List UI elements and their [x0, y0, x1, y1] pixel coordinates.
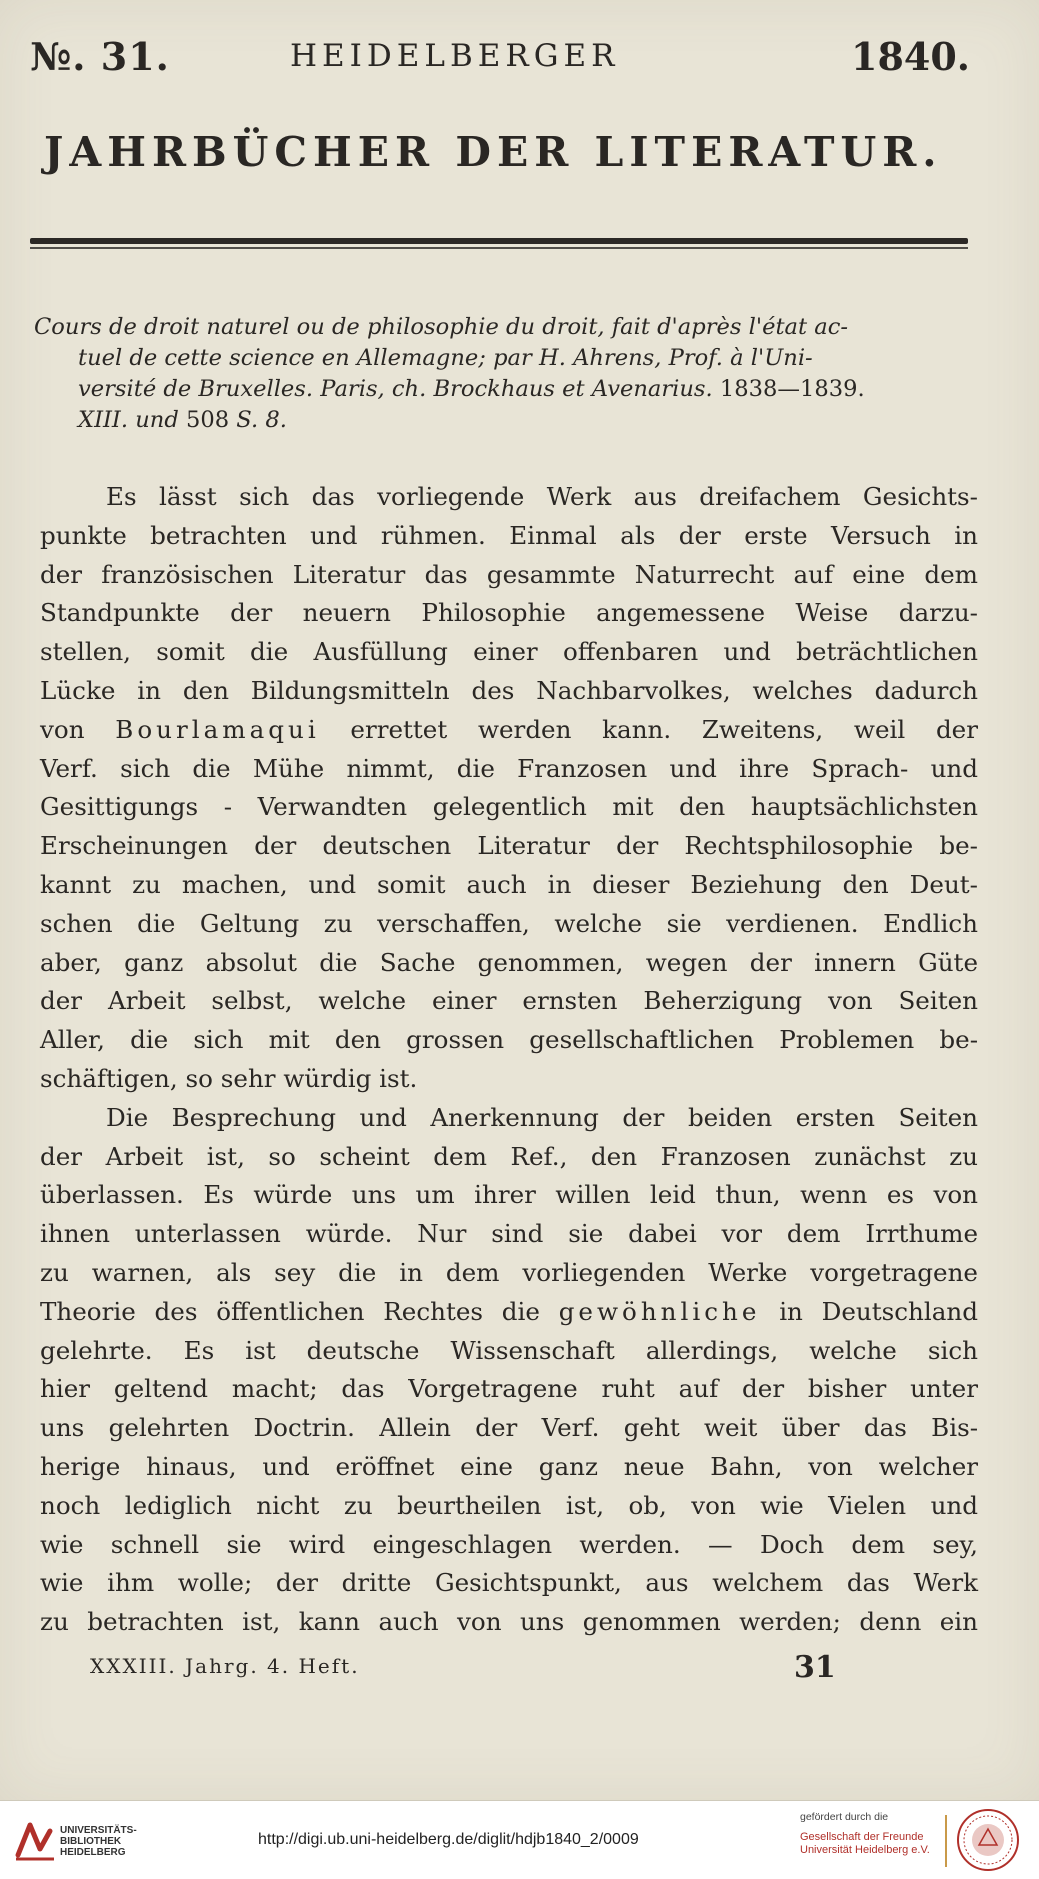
citation-line-2: tuel de cette science en Allemagne; par H. Ahrens, Prof. à l'Uni-: [78, 345, 813, 371]
citation-line-3: [34, 374, 974, 405]
text-line: schäftigen, so sehr würdig ist.: [40, 1063, 418, 1093]
publication-year: 1840.: [851, 34, 970, 79]
library-name-line: UNIVERSITÄTS-: [60, 1825, 137, 1836]
text-fragment: Theorie des öffentlichen Rechtes die: [40, 1296, 540, 1326]
sponsor-label: gefördert durch die: [800, 1811, 889, 1823]
spaced-name: Bourlamaqui: [115, 714, 320, 744]
text-line: überlassen. Es würde uns um ihrer willen leid thun, wenn es von: [40, 1180, 978, 1210]
journal-title-top: HEIDELBERGER: [290, 38, 620, 74]
text-line: punkte betrachten und rühmen. Einmal als der erste Versuch in: [40, 520, 978, 550]
text-line: ihnen unterlassen würde. Nur sind sie dabei vor dem Irrthume: [40, 1219, 978, 1249]
text-fragment: errettet werden kann. Zweitens, weil der: [350, 714, 978, 744]
signature-mark: XXXIII. Jahrg. 4. Heft.: [90, 1654, 360, 1678]
text-line: Aller, die sich mit den grossen gesellschaftlichen Problemen be-: [40, 1025, 978, 1055]
book-citation: [34, 312, 974, 436]
review-text: [40, 478, 978, 1642]
library-name-line: HEIDELBERG: [60, 1847, 126, 1858]
header-rule: [30, 238, 968, 250]
text-line: der Arbeit selbst, welche einer ernsten Beherzigung von Seiten: [40, 986, 978, 1016]
text-line: gelehrte. Es ist deutsche Wissenschaft allerdings, welche sich: [40, 1335, 978, 1365]
text-line: stellen, somit die Ausfüllung einer offenbaren und beträchtlichen: [40, 637, 978, 667]
citation-pages-prefix: XIII. und: [78, 407, 179, 433]
university-seal-icon[interactable]: [955, 1807, 1021, 1873]
text-line: aber, ganz absolut die Sache genommen, wegen der innern Güte: [40, 947, 978, 977]
page-number: 31: [794, 1650, 836, 1685]
text-line: uns gelehrten Doctrin. Allein der Verf. geht weit über das Bis-: [40, 1413, 978, 1443]
text-line: Verf. sich die Mühe nimmt, die Franzosen und ihre Sprach- und: [40, 753, 978, 783]
citation-line-4: [34, 405, 974, 436]
masthead: [30, 34, 970, 104]
permalink-url[interactable]: http://digi.ub.uni-heidelberg.de/diglit/hdjb1840_2/0009: [258, 1831, 639, 1848]
citation-publisher: versité de Bruxelles. Paris, ch. Brockhaus et Avenarius.: [78, 376, 713, 402]
library-footer-bar: [0, 1800, 1039, 1879]
text-line: kannt zu machen, und somit auch in dieser Beziehung den Deut-: [40, 869, 978, 899]
text-line: Standpunkte der neuern Philosophie angemessene Weise darzu-: [40, 598, 978, 628]
text-fragment: in Deutschland: [779, 1296, 978, 1326]
text-fragment: von: [40, 714, 85, 744]
citation-years: 1838—1839.: [719, 376, 865, 402]
text-line: Die Besprechung und Anerkennung der beiden ersten Seiten: [106, 1102, 978, 1132]
text-line: [40, 711, 978, 750]
sponsor-name-line: Universität Heidelberg e.V.: [800, 1844, 930, 1856]
text-line: Erscheinungen der deutschen Literatur der Rechtsphilosophie be-: [40, 831, 978, 861]
university-library-logo-icon[interactable]: [10, 1815, 60, 1865]
text-line: zu warnen, als sey die in dem vorliegenden Werke vorgetragene: [40, 1257, 978, 1287]
text-line: der Arbeit ist, so scheint dem Ref., den Franzosen zunächst zu: [40, 1141, 978, 1171]
text-line: wie ihm wolle; der dritte Gesichtspunkt, aus welchem das Werk: [40, 1568, 978, 1598]
header-rule-thin: [30, 247, 968, 249]
text-line: Gesittigungs - Verwandten gelegentlich mit den hauptsächlichsten: [40, 792, 978, 822]
issue-number: №. 31.: [30, 34, 170, 79]
university-library-name[interactable]: [60, 1825, 137, 1858]
text-line: der französischen Literatur das gesammte Naturrecht auf eine dem: [40, 559, 978, 589]
text-line: [40, 1293, 978, 1332]
citation-pages: 508: [185, 407, 230, 433]
header-rule-thick: [30, 238, 968, 244]
text-line: Es lässt sich das vorliegende Werk aus dreifachem Gesichts-: [106, 482, 978, 511]
text-line: hier geltend macht; das Vorgetragene ruht auf der bisher unter: [40, 1374, 978, 1404]
sponsor-name-line: Gesellschaft der Freunde: [800, 1831, 924, 1843]
spaced-word: gewöhnliche: [558, 1296, 761, 1326]
text-line: herige hinaus, und eröffnet eine ganz neue Bahn, von welcher: [40, 1451, 978, 1481]
citation-format: S. 8.: [236, 407, 287, 433]
text-line: noch lediglich nicht zu beurtheilen ist, ob, von wie Vielen und: [40, 1490, 978, 1520]
text-line: wie schnell sie wird eingeschlagen werden. — Doch dem sey,: [40, 1529, 978, 1559]
text-line: Lücke in den Bildungsmitteln des Nachbarvolkes, welches dadurch: [40, 675, 978, 705]
library-name-line: BIBLIOTHEK: [60, 1836, 122, 1847]
journal-title-main: JAHRBÜCHER DER LITERATUR.: [44, 128, 943, 176]
text-line: zu betrachten ist, kann auch von uns genommen werden; denn ein: [40, 1607, 978, 1637]
sponsor-divider: [945, 1815, 947, 1867]
citation-line-1: Cours de droit naturel ou de philosophie du droit, fait d'après l'état ac-: [34, 314, 849, 340]
text-line: schen die Geltung zu verschaffen, welche sie verdienen. Endlich: [40, 908, 978, 938]
sponsor-block[interactable]: [800, 1811, 950, 1857]
